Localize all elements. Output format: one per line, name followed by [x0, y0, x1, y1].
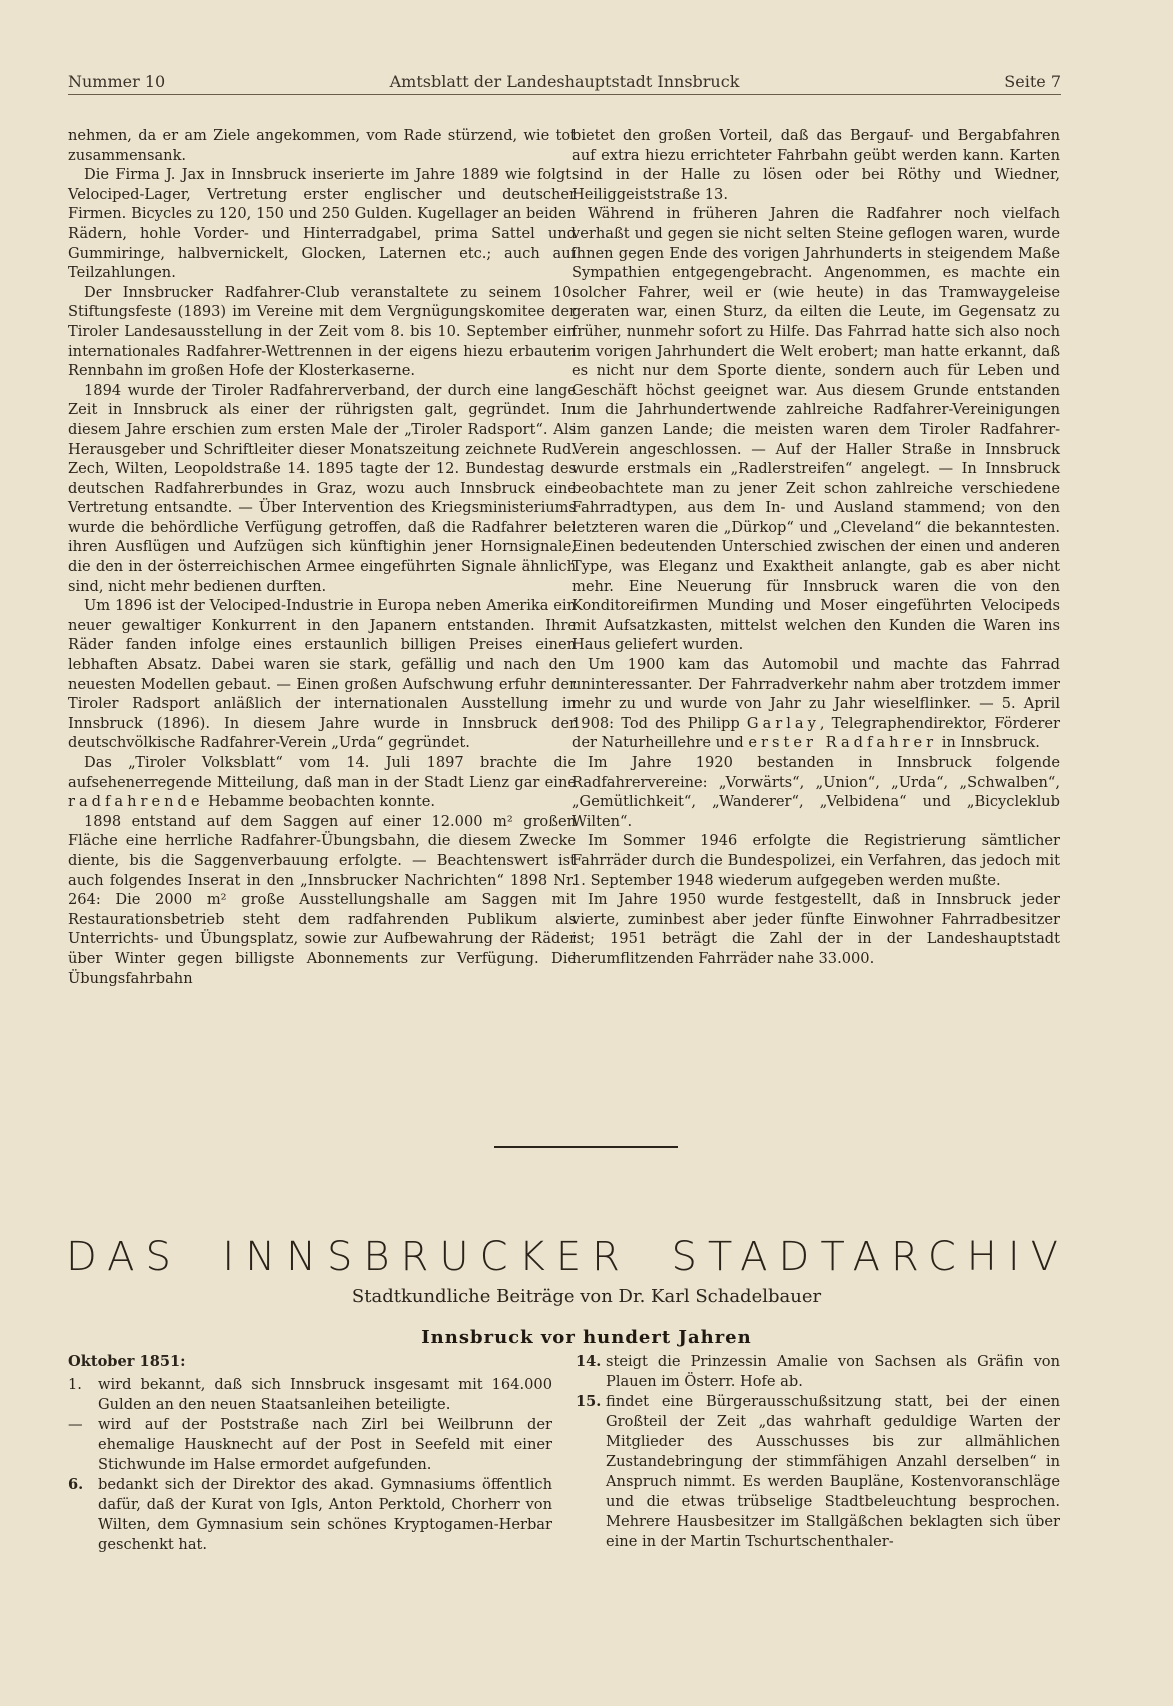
paragraph: 1894 wurde der Tiroler Radfahrerverband, der durch eine lange Zeit in Innsbruck als einer der rührigsten galt, gegründet. In diesem Jahre erschien zum ersten Male der „Tiroler Radsport“. Als Herausgeber und Schriftleiter dieser Monatszeitung zeichnete Rud. Zech, Wilten, Leopoldstraße 14. 1895 tagte der 12. Bundestag des deutschen Radfahrerbundes in Graz, wozu auch Innsbruck eine Vertretung entsandte. — Über Intervention des Kriegsministeriums wurde die behördliche Verfügung getroffen, daß die Radfahrer bei ihren Ausflügen und Aufzügen sich künftighin jener Hornsignale, die den in der österreichischen Armee eingeführten Signale ähnlich sind, nicht mehr bedienen durften.: [68, 381, 576, 595]
article-left-column: [68, 126, 576, 988]
entry-text: wird auf der Poststraße nach Zirl bei Weilbrunn der ehemalige Hausknecht auf der Post in Seefeld mit einer Stichwunde im Halse ermordet aufgefunden.: [98, 1416, 552, 1473]
entry-text: findet eine Bürgerausschußsitzung statt, bei der einen Großteil der Zeit „das wahrhaft geduldige Warten der Mitglieder des Ausschusses bis zur allmählichen Zustandebringung der stimmfähigen Anzahl derselben“ in Anspruch nimmt. Es werden Baupläne, Kostenvoranschläge und die etwas trübselige Stadtbeleuchtung besprochen. Mehrere Hausbesitzer im Stallgäßchen beklagten sich über eine in der Martin Tschurtschenthaler-: [606, 1393, 1060, 1550]
paragraph: Die Firma J. Jax in Innsbruck inserierte im Jahre 1889 wie folgt: Velociped-Lager, Vertretung erster englischer und deutscher Firmen. Bicycles zu 120, 150 und 250 Gulden. Kugellager an beiden Rädern, hohle Vorder- und Hinterradgabel, prima Sattel und Gummiringe, halbvernickelt, Glocken, Laternen etc.; auch auf Teilzahlungen.: [68, 166, 576, 282]
spaced-emphasis: radfahrende: [68, 793, 204, 811]
paragraph: Im Jahre 1920 bestanden in Innsbruck folgende Radfahrervereine: „Vorwärts“, „Union“, „Urda“, „Schwalben“, „Gemütlichkeit“, „Wanderer“, „Velbidena“ und „Bicycleklub Wilten“.: [572, 754, 1060, 830]
entry-day: —: [68, 1416, 83, 1433]
archive-title-word: DAS: [66, 1234, 182, 1280]
paragraph: Im Jahre 1950 wurde festgestellt, daß in Innsbruck jeder vierte, zuminbest aber jeder fünfte Einwohner Fahrradbesitzer ist; 1951 beträgt die Zahl der in der Landeshauptstadt herumflitzenden Fahrräder nahe 33.000.: [572, 891, 1060, 967]
issue-number: Nummer 10: [68, 72, 166, 91]
chronicle-entry: [68, 1375, 552, 1415]
entry-text: steigt die Prinzessin Amalie von Sachsen als Gräfin von Plauen im Österr. Hofe ab.: [606, 1353, 1060, 1390]
paragraph: Im Sommer 1946 erfolgte die Registrierung sämtlicher Fahrräder durch die Bundespolizei, ein Verfahren, das jedoch mit 1. September 1948 wiederum aufgegeben werden mußte.: [572, 832, 1060, 889]
paragraph: Um 1896 ist der Velociped-Industrie in Europa neben Amerika ein neuer gewaltiger Konkurrent in den Japanern entstanden. Ihre Räder fanden infolge eines erstaunlich billigen Preises einen lebhaften Absatz. Dabei waren sie stark, gefällig und nach den neuesten Modellen gebaut. — Einen großen Aufschwung erfuhr der Tiroler Radsport anläßlich der internationalen Ausstellung in Innsbruck (1896). In diesem Jahre wurde in Innsbruck der deutschvölkische Radfahrer-Verein „Urda“ gegründet.: [68, 597, 576, 752]
entry-text: bedankt sich der Direktor des akad. Gymnasiums öffentlich dafür, daß der Kurat von Igls, Anton Perktold, Chorherr von Wilten, dem Gymnasium sein schönes Kryptogamen-Herbar geschenkt hat.: [98, 1476, 552, 1553]
article-right-column: [572, 126, 1060, 969]
section-divider: [494, 1146, 678, 1148]
publication-title: Amtsblatt der Landeshauptstadt Innsbruck: [389, 72, 740, 91]
page-header: [68, 68, 1061, 95]
archive-subtitle: Stadtkundliche Beiträge von Dr. Karl Schadelbauer: [351, 1286, 822, 1307]
chronicle-right-column: [576, 1352, 1060, 1552]
chronicle-month: Oktober 1851:: [68, 1353, 186, 1370]
chronicle-entry: [68, 1415, 552, 1475]
archive-title-word: STADTARCHIV: [671, 1234, 1069, 1280]
paragraph: 1898 entstand auf dem Saggen auf einer 12.000 m² großen Fläche eine herrliche Radfahrer-Übungsbahn, die diesem Zwecke diente, bis die Saggenverbauung erfolgte. — Beachtenswert ist auch folgendes Inserat in den „Innsbrucker Nachrichten“ 1898 Nr. 264: Die 2000 m² große Ausstellungshalle am Saggen mit Restaurationsbetrieb steht dem radfahrenden Publikum als Unterrichts- und Übungsplatz, sowie zur Aufbewahrung der Räder über Winter gegen billigste Abonnements zur Verfügung. Die Übungsfahrbahn: [68, 812, 576, 987]
archive-title: [66, 1234, 1069, 1280]
archive-title-word: INNSBRUCKER: [222, 1234, 631, 1280]
paragraph: Während in früheren Jahren die Radfahrer noch vielfach verhaßt und gegen sie nicht selten Steine geflogen waren, wurde ihnen gegen Ende des vorigen Jahrhunderts in steigendem Maße Sympathien entgegengebracht. Angenommen, es machte ein solcher Fahrer, weil er (wie heute) in das Tramwaygeleise geraten war, einen Sturz, da eilten die Leute, im Gegensatz zu früher, nunmehr sofort zu Hilfe. Das Fahrrad hatte sich also noch im vorigen Jahrhundert die Welt erobert; man hatte erkannt, daß es nicht nur dem Sporte diente, sondern auch für Leben und Geschäft höchst geeignet war. Aus diesem Grunde entstanden um die Jahrhundertwende zahlreiche Radfahrer-Vereinigungen im ganzen Lande; die meisten waren dem Tiroler Radfahrer-Verein angeschlossen. — Auf der Haller Straße in Innsbruck wurde erstmals ein „Radlerstreifen“ angelegt. — In Innsbruck beobachtete man zu jener Zeit schon zahlreiche verschiedene Fahrradtypen, aus dem In- und Ausland stammend; von den letzteren waren die „Dürkop“ und „Cleveland“ die bekanntesten. Einen bedeutenden Unterschied zwischen der einen und anderen Type, was Eleganz und Exaktheit anlangte, gab es aber nicht mehr. Eine Neuerung für Innsbruck waren die von den Konditoreifirmen Munding und Moser eingeführten Velocipeds mit Aufsatzkasten, mittelst welchen den Kunden die Waren ins Haus geliefert wurden.: [572, 205, 1060, 654]
archive-heading: Innsbruck vor hundert Jahren: [421, 1327, 752, 1348]
paragraph: nehmen, da er am Ziele angekommen, vom Rade stürzend, wie tot zusammensank.: [68, 127, 576, 164]
entry-day: 15.: [576, 1393, 602, 1410]
paragraph: Der Innsbrucker Radfahrer-Club veranstaltete zu seinem 10. Stiftungsfeste (1893) im Vereine mit dem Vergnügungskomitee der Tiroler Landesausstellung in der Zeit vom 8. bis 10. September ein internationales Radfahrer-Wettrennen in der eigens hiezu erbauten Rennbahn im großen Hofe der Klosterkaserne.: [68, 283, 576, 380]
page-number: Seite 7: [1004, 72, 1061, 91]
spaced-emphasis: erster Radfahrer: [748, 734, 938, 752]
entry-day: 6.: [68, 1476, 84, 1493]
chronicle-entry: [576, 1352, 1060, 1392]
entry-day: 14.: [576, 1353, 602, 1370]
paragraph: Das „Tiroler Volksblatt“ vom 14. Juli 1897 brachte die aufsehenerregende Mitteilung, daß man in der Stadt Lienz gar eine radfahrende Hebamme beobachten konnte.: [68, 754, 576, 811]
spaced-emphasis: Garlay: [746, 714, 820, 732]
chronicle-entry: [576, 1392, 1060, 1552]
paragraph: bietet den großen Vorteil, daß das Bergauf- und Bergabfahren auf extra hiezu errichteter Fahrbahn geübt werden kann. Karten sind in der Halle zu lösen oder bei Röthy und Wiedner, Heiliggeiststraße 13.: [572, 127, 1060, 203]
entry-text: wird bekannt, daß sich Innsbruck insgesamt mit 164.000 Gulden an den neuen Staatsanleihen beteiligte.: [98, 1376, 552, 1413]
chronicle-entry: [68, 1475, 552, 1555]
chronicle-left-column: [68, 1352, 552, 1555]
paragraph: Um 1900 kam das Automobil und machte das Fahrrad uninteressanter. Der Fahrradverkehr nahm aber trotzdem immer mehr zu und wurde von Jahr zu Jahr wieselflinker. — 5. April 1908: Tod des Philipp Garlay, Telegraphendirektor, Förderer der Naturheillehre und erster Radfahrer in Innsbruck.: [572, 656, 1060, 752]
entry-day: 1.: [68, 1376, 82, 1393]
